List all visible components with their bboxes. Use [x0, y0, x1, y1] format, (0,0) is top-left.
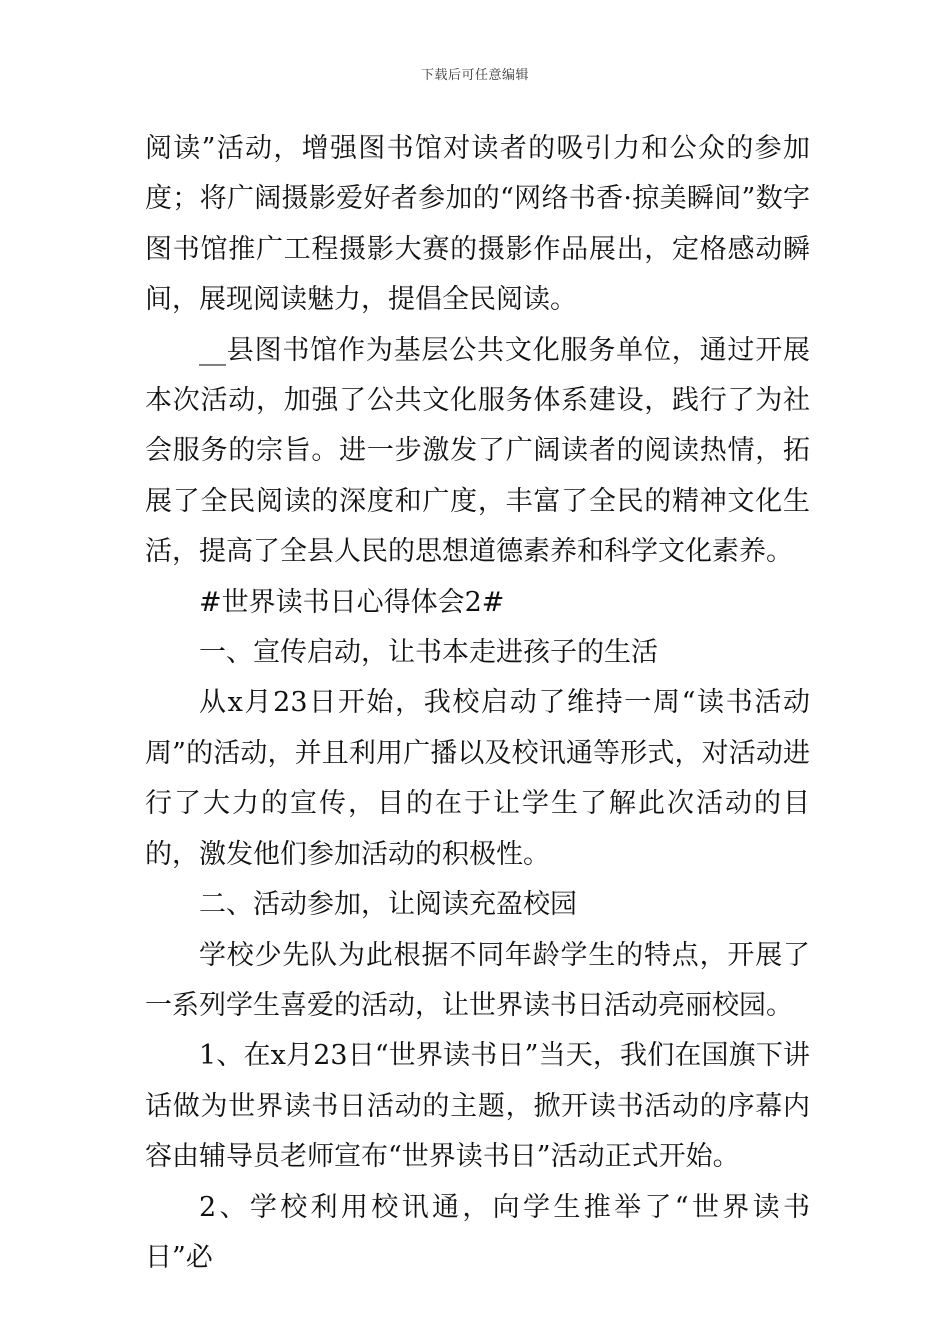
paragraph-continuation: 阅读”活动，增强图书馆对读者的吸引力和公众的参加度；将广阔摄影爱好者参加的“网络书香·掠美瞬间”数字图书馆推广工程摄影大赛的摄影作品展出，定格感动瞬间，展现阅读魅力，提倡全民阅读。: [145, 133, 810, 316]
section-heading: #世界读书日心得体会2#: [199, 586, 505, 618]
document-body: [145, 124, 810, 1283]
paragraph-reading-week: 从x月23日开始，我校启动了维持一周“读书活动周”的活动，并且利用广播以及校讯通等形式，对活动进行了大力的宣传，目的在于让学生了解此次活动的目的，激发他们参加活动的积极性。: [145, 687, 810, 870]
page-header-note: 下载后可任意编辑: [420, 68, 529, 83]
paragraph-library-summary: __县图书馆作为基层公共文化服务单位，通过开展本次活动，加强了公共文化服务体系建设，践行了为社会服务的宗旨。进一步激发了广阔读者的阅读热情，拓展了全民阅读的深度和广度，丰富了全民的精神文化生活，提高了全县人民的思想道德素养和科学文化素养。: [145, 334, 810, 568]
subheading-participation: 二、活动参加，让阅读充盈校园: [199, 889, 577, 921]
list-item-2: 2、学校利用校讯通，向学生推举了“世界读书日”必: [145, 1191, 810, 1273]
paragraph-pioneers: 学校少先队为此根据不同年龄学生的特点，开展了一系列学生喜爱的活动，让世界读书日活动亮丽校园。: [145, 939, 810, 1021]
subheading-publicity: 一、宣传启动，让书本走进孩子的生活: [199, 637, 658, 669]
list-item-1: 1、在x月23日“世界读书日”当天，我们在国旗下讲话做为世界读书日活动的主题，掀开读书活动的序幕内容由辅导员老师宣布“世界读书日”活动正式开始。: [145, 1040, 810, 1173]
